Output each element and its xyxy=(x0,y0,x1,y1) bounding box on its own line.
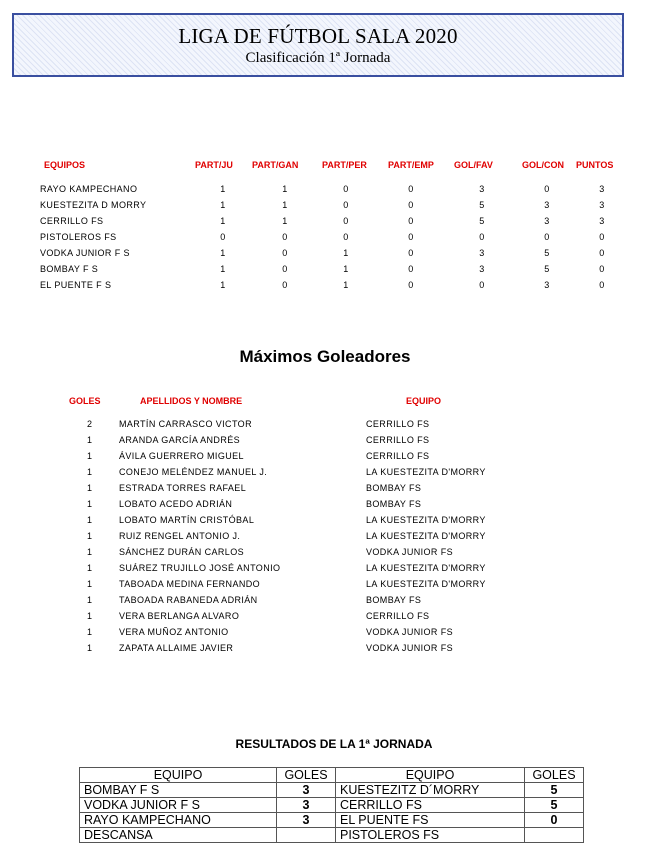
standings-header-cell: GOL/CON xyxy=(522,160,564,170)
home-team: VODKA JUNIOR F S xyxy=(80,798,277,813)
scorer-name: RUIZ RENGEL ANTONIO J. xyxy=(119,531,241,541)
home-goals: 3 xyxy=(277,798,336,813)
results-header-row xyxy=(80,768,584,783)
scorer-team: LA KUESTEZITA D'MORRY xyxy=(366,531,486,541)
scorer-team: VODKA JUNIOR FS xyxy=(366,547,454,557)
standings-value: 0 xyxy=(544,184,550,194)
scorer-name: ARANDA GARCÍA ANDRÉS xyxy=(119,435,241,445)
standings-value: 3 xyxy=(599,200,605,210)
standings-value: 0 xyxy=(282,280,288,290)
scorer-team: CERRILLO FS xyxy=(366,435,430,445)
scorer-team: VODKA JUNIOR FS xyxy=(366,643,454,653)
scorers-header-cell: GOLES xyxy=(69,396,101,406)
scorer-team: LA KUESTEZITA D'MORRY xyxy=(366,579,486,589)
scorer-goals: 1 xyxy=(87,563,93,573)
standings-value: 0 xyxy=(282,248,288,258)
results-row xyxy=(80,783,584,798)
standings-value: 3 xyxy=(544,200,550,210)
scorer-goals: 1 xyxy=(87,531,93,541)
home-goals xyxy=(277,828,336,843)
scorer-goals: 1 xyxy=(87,579,93,589)
scorer-name: CONEJO MELÉNDEZ MANUEL J. xyxy=(119,467,268,477)
scorer-goals: 1 xyxy=(87,435,93,445)
standings-value: 5 xyxy=(479,200,485,210)
standings-value: 0 xyxy=(408,264,414,274)
standings-value: 0 xyxy=(282,264,288,274)
scorer-name: VERA BERLANGA ALVARO xyxy=(119,611,240,621)
standings-value: 3 xyxy=(599,216,605,226)
scorers-header-cell: APELLIDOS Y NOMBRE xyxy=(140,396,243,406)
standings-value: 3 xyxy=(479,184,485,194)
scorer-name: TABOADA MEDINA FERNANDO xyxy=(119,579,261,589)
team-name: VODKA JUNIOR F S xyxy=(40,248,130,258)
team-name: RAYO KAMPECHANO xyxy=(40,184,138,194)
scorer-team: LA KUESTEZITA D'MORRY xyxy=(366,515,486,525)
standings-header-cell: PART/EMP xyxy=(388,160,434,170)
scorer-goals: 1 xyxy=(87,611,93,621)
home-team: DESCANSA xyxy=(80,828,277,843)
standings-value: 0 xyxy=(343,232,349,242)
away-team: PISTOLEROS FS xyxy=(336,828,525,843)
scorers-header-cell: EQUIPO xyxy=(406,396,442,406)
standings-value: 1 xyxy=(343,248,349,258)
standings-value: 3 xyxy=(479,248,485,258)
scorer-goals: 2 xyxy=(87,419,93,429)
scorer-team: VODKA JUNIOR FS xyxy=(366,627,454,637)
home-team: RAYO KAMPECHANO xyxy=(80,813,277,828)
standings-value: 0 xyxy=(408,216,414,226)
scorer-team: CERRILLO FS xyxy=(366,419,430,429)
standings-header-cell: PART/JU xyxy=(195,160,233,170)
standings-value: 1 xyxy=(282,200,288,210)
scorer-team: BOMBAY FS xyxy=(366,483,422,493)
results-row xyxy=(80,813,584,828)
scorer-goals: 1 xyxy=(87,451,93,461)
away-team: EL PUENTE FS xyxy=(336,813,525,828)
results-header-cell: EQUIPO xyxy=(336,768,525,783)
standings-value: 5 xyxy=(544,264,550,274)
results-row xyxy=(80,828,584,843)
scorer-name: ESTRADA TORRES RAFAEL xyxy=(119,483,247,493)
home-goals: 3 xyxy=(277,813,336,828)
standings-value: 0 xyxy=(343,184,349,194)
standings-value: 0 xyxy=(282,232,288,242)
standings-value: 0 xyxy=(479,232,485,242)
scorer-team: LA KUESTEZITA D'MORRY xyxy=(366,563,486,573)
standings-header-cell: EQUIPOS xyxy=(44,160,86,170)
scorer-team: CERRILLO FS xyxy=(366,451,430,461)
standings-value: 3 xyxy=(544,216,550,226)
standings-value: 0 xyxy=(599,264,605,274)
scorer-name: ÁVILA GUERRERO MIGUEL xyxy=(119,451,244,461)
scorer-goals: 1 xyxy=(87,643,93,653)
scorer-goals: 1 xyxy=(87,547,93,557)
scorer-name: TABOADA RABANEDA ADRIÁN xyxy=(119,595,258,605)
standings-value: 0 xyxy=(408,184,414,194)
standings-value: 1 xyxy=(343,264,349,274)
standings-value: 1 xyxy=(220,264,226,274)
results-header-cell: EQUIPO xyxy=(80,768,277,783)
standings-value: 0 xyxy=(343,200,349,210)
away-goals: 0 xyxy=(525,813,584,828)
standings-value: 1 xyxy=(282,216,288,226)
standings-value: 3 xyxy=(544,280,550,290)
standings-value: 1 xyxy=(220,216,226,226)
scorer-team: LA KUESTEZITA D'MORRY xyxy=(366,467,486,477)
scorer-goals: 1 xyxy=(87,483,93,493)
results-header-cell: GOLES xyxy=(525,768,584,783)
results-title: RESULTADOS DE LA 1ª JORNADA xyxy=(235,737,433,751)
page-title: LIGA DE FÚTBOL SALA 2020 xyxy=(178,24,458,48)
away-goals: 5 xyxy=(525,783,584,798)
standings-value: 0 xyxy=(408,280,414,290)
standings-value: 1 xyxy=(343,280,349,290)
standings-value: 1 xyxy=(220,200,226,210)
scorer-goals: 1 xyxy=(87,595,93,605)
standings-value: 0 xyxy=(599,280,605,290)
standings-value: 0 xyxy=(479,280,485,290)
standings-value: 1 xyxy=(220,280,226,290)
away-goals: 5 xyxy=(525,798,584,813)
scorer-team: BOMBAY FS xyxy=(366,595,422,605)
standings-value: 3 xyxy=(479,264,485,274)
standings-value: 0 xyxy=(220,232,226,242)
standings-value: 0 xyxy=(408,248,414,258)
standings-value: 3 xyxy=(599,184,605,194)
standings-value: 0 xyxy=(408,200,414,210)
scorer-name: VERA MUÑOZ ANTONIO xyxy=(119,627,229,637)
standings-value: 0 xyxy=(599,248,605,258)
standings-header-cell: PART/PER xyxy=(322,160,367,170)
title-banner xyxy=(12,13,624,77)
scorer-goals: 1 xyxy=(87,467,93,477)
standings-value: 0 xyxy=(599,232,605,242)
home-goals: 3 xyxy=(277,783,336,798)
page-subtitle: Clasificación 1ª Jornada xyxy=(245,50,391,66)
standings-header-cell: PUNTOS xyxy=(576,160,614,170)
standings-value: 1 xyxy=(282,184,288,194)
away-team: KUESTEZITZ D´MORRY xyxy=(336,783,525,798)
scorer-goals: 1 xyxy=(87,499,93,509)
scorer-name: ZAPATA ALLAIME JAVIER xyxy=(119,643,234,653)
scorer-goals: 1 xyxy=(87,515,93,525)
standings-value: 1 xyxy=(220,248,226,258)
standings-header-cell: PART/GAN xyxy=(252,160,299,170)
scorer-name: LOBATO MARTÍN CRISTÓBAL xyxy=(119,515,255,525)
results-row xyxy=(80,798,584,813)
standings-header-cell: GOL/FAV xyxy=(454,160,493,170)
standings-value: 5 xyxy=(479,216,485,226)
team-name: CERRILLO FS xyxy=(40,216,104,226)
scorer-team: CERRILLO FS xyxy=(366,611,430,621)
away-team: CERRILLO FS xyxy=(336,798,525,813)
scorer-name: MARTÍN CARRASCO VICTOR xyxy=(119,419,252,429)
scorers-title: Máximos Goleadores xyxy=(239,347,411,366)
home-team: BOMBAY F S xyxy=(80,783,277,798)
standings-value: 5 xyxy=(544,248,550,258)
team-name: EL PUENTE F S xyxy=(40,280,112,290)
team-name: PISTOLEROS FS xyxy=(40,232,117,242)
team-name: KUESTEZITA D MORRY xyxy=(40,200,147,210)
standings-value: 0 xyxy=(544,232,550,242)
standings-value: 0 xyxy=(408,232,414,242)
team-name: BOMBAY F S xyxy=(40,264,99,274)
scorer-name: LOBATO ACEDO ADRIÁN xyxy=(119,499,233,509)
results-table xyxy=(79,767,584,843)
scorer-team: BOMBAY FS xyxy=(366,499,422,509)
standings-value: 1 xyxy=(220,184,226,194)
scorer-goals: 1 xyxy=(87,627,93,637)
away-goals xyxy=(525,828,584,843)
scorer-name: SUÁREZ TRUJILLO JOSÉ ANTONIO xyxy=(119,563,281,573)
scorer-name: SÁNCHEZ DURÁN CARLOS xyxy=(119,547,245,557)
results-header-cell: GOLES xyxy=(277,768,336,783)
standings-value: 0 xyxy=(343,216,349,226)
